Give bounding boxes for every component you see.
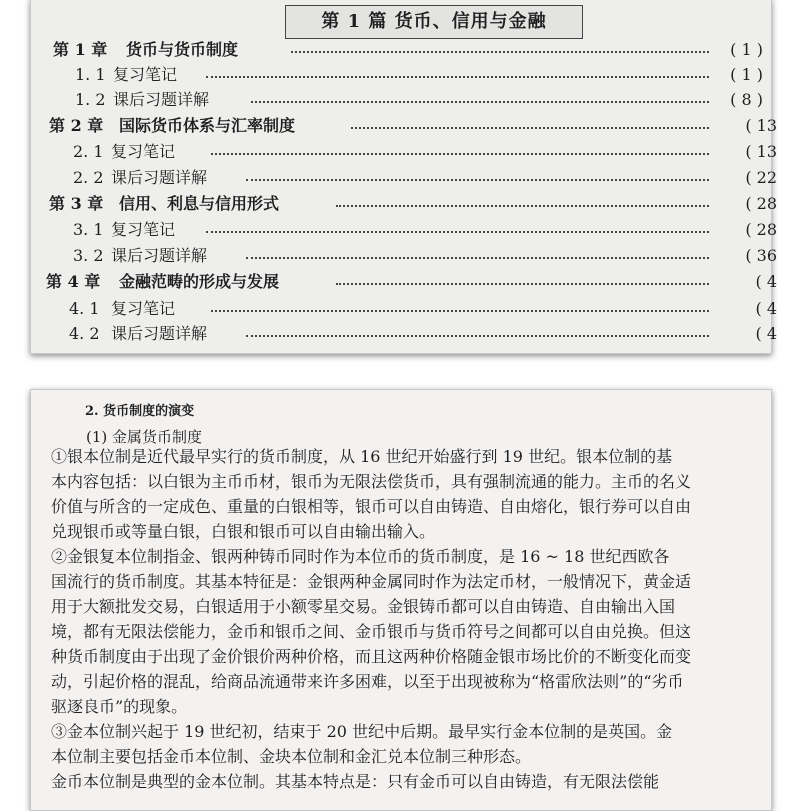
chapter-title: 货币与货币制度 — [126, 40, 239, 59]
text-line: ②金银复本位制指金、银两种铸币同时作为本位币的货币制度，是 16 ~ 18 世纪西欧各 — [51, 547, 670, 566]
dot-leader — [211, 310, 709, 312]
section-number: 1. 1 — [75, 65, 106, 84]
toc-row — [31, 191, 777, 217]
toc-row — [31, 321, 777, 347]
dot-leader — [251, 101, 709, 103]
toc-row — [31, 139, 777, 165]
toc-row — [31, 62, 771, 88]
toc-row — [31, 87, 771, 113]
toc-row — [31, 217, 777, 243]
dot-leader — [211, 153, 709, 155]
paragraph-block — [51, 444, 761, 794]
section-heading: 2. 货币制度的演变 — [85, 404, 195, 419]
page-number: ( 4 — [755, 324, 777, 343]
page-number: ( 28 — [745, 220, 777, 239]
text-line: 种货币制度由于出现了金价银价两种价格，而且这两种价格随金银市场比价的不断变化而变 — [51, 647, 692, 666]
page-number: ( 1 ) — [730, 65, 763, 84]
section-title: 复习笔记 — [111, 220, 176, 239]
toc-page — [30, 0, 777, 354]
text-line: 驱逐良币”的现象。 — [51, 697, 188, 716]
text-line: 国流行的货币制度。其基本特征是：金银两种金属同时作为法定币材，一般情况下，黄金适 — [51, 572, 692, 591]
page-number: ( 36 — [745, 246, 777, 265]
page-number: ( 28 — [745, 194, 777, 213]
text-line: 动，引起价格的混乱，给商品流通带来许多困难，以至于出现被称为“格雷欣法则”的“劣币 — [51, 672, 684, 691]
chapter-number: 第 4 章 — [46, 272, 101, 291]
section-title: 课后习题详解 — [111, 324, 208, 343]
toc-row — [31, 37, 771, 63]
toc-row — [31, 269, 777, 295]
section-number: 4. 2 — [69, 324, 100, 343]
page-number: ( 4 — [755, 299, 777, 318]
text-line: 本内容包括：以白银为主币币材，银币为无限法偿货币，具有强制流通的能力。主币的名义 — [51, 472, 692, 491]
text-line: 境，都有无限法偿能力，金币和银币之间、金币银币与货币符号之间都可以自由兑换。但这 — [51, 622, 692, 641]
section-number: 1. 2 — [75, 90, 106, 109]
page-number: ( 8 ) — [730, 90, 763, 109]
section-title: 复习笔记 — [113, 65, 178, 84]
text-line: 金币本位制是典型的金本位制。其基本特点是：只有金币可以自由铸造，有无限法偿能 — [51, 772, 660, 791]
section-number: 3. 2 — [73, 246, 104, 265]
page-number: ( 1 ) — [730, 40, 763, 59]
toc-row — [31, 113, 777, 139]
text-line: 价值与所含的一定成色、重量的白银相等，银币可以自由铸造、自由熔化，银行券可以自由 — [51, 497, 692, 516]
section-number: 3. 1 — [73, 220, 104, 239]
chapter-title: 信用、利息与信用形式 — [119, 194, 280, 213]
dot-leader — [291, 51, 709, 53]
dot-leader — [246, 179, 709, 181]
section-number: 2. 2 — [73, 168, 104, 187]
text-page — [30, 389, 772, 811]
chapter-number: 第 3 章 — [49, 194, 104, 213]
chapter-title: 国际货币体系与汇率制度 — [119, 116, 296, 135]
text-line: 兑现银币或等量白银，白银和银币可以自由输出输入。 — [51, 522, 436, 541]
dot-leader — [206, 76, 709, 78]
dot-leader — [351, 127, 709, 129]
page-number: ( 22 — [745, 168, 777, 187]
section-title: 复习笔记 — [111, 142, 176, 161]
dot-leader — [206, 231, 709, 233]
section-title: 复习笔记 — [111, 299, 176, 318]
section-number: 2. 1 — [73, 142, 104, 161]
toc-row — [31, 165, 777, 191]
toc-row — [31, 296, 777, 322]
chapter-title: 金融范畴的形成与发展 — [119, 272, 280, 291]
section-title: 课后习题详解 — [111, 246, 208, 265]
dot-leader — [336, 283, 709, 285]
dot-leader — [246, 335, 709, 337]
dot-leader — [336, 205, 709, 207]
chapter-number: 第 2 章 — [49, 116, 104, 135]
text-line: 本位制主要包括金币本位制、金块本位制和金汇兑本位制三种形态。 — [51, 747, 532, 766]
section-title: 课后习题详解 — [113, 90, 210, 109]
sub-heading: (1) 金属货币制度 — [86, 428, 203, 446]
page-number: ( 13 — [745, 142, 777, 161]
section-title: 课后习题详解 — [111, 168, 208, 187]
page-number: ( 13 — [745, 116, 777, 135]
text-line: ③金本位制兴起于 19 世纪初，结束于 20 世纪中后期。最早实行金本位制的是英国。金 — [51, 722, 673, 741]
part-title: 第 1 篇 货币、信用与金融 — [285, 5, 583, 39]
section-number: 4. 1 — [69, 299, 100, 318]
toc-row — [31, 243, 777, 269]
chapter-number: 第 1 章 — [53, 40, 108, 59]
text-line: 用于大额批发交易，白银适用于小额零星交易。金银铸币都可以自由铸造、自由输出入国 — [51, 597, 676, 616]
text-line: ①银本位制是近代最早实行的货币制度，从 16 世纪开始盛行到 19 世纪。银本位制的基 — [51, 447, 673, 466]
dot-leader — [246, 257, 709, 259]
page-number: ( 4 — [755, 272, 777, 291]
